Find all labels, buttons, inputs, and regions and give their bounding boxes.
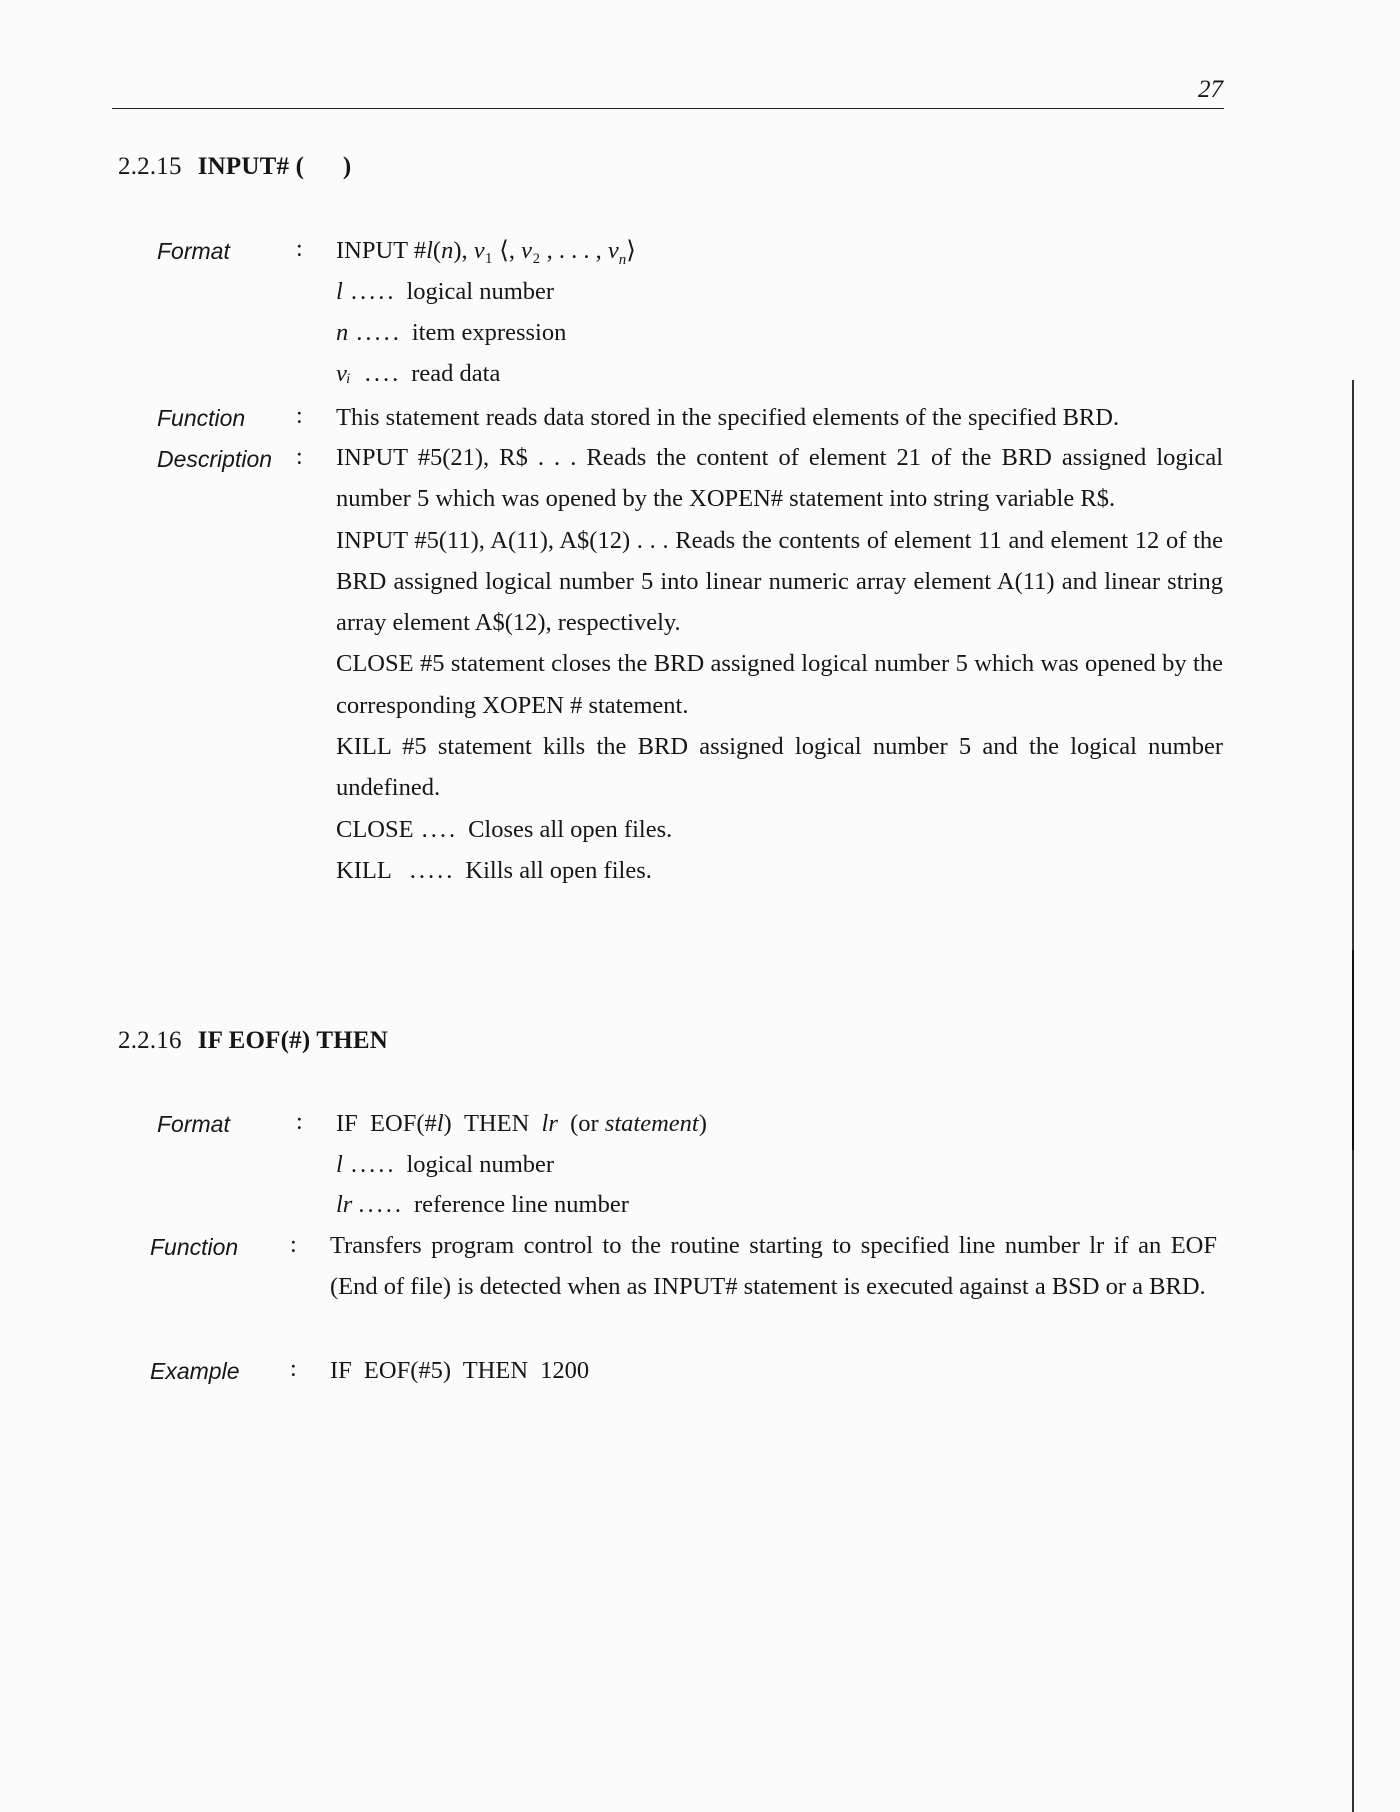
param-row: lr ..... reference line number xyxy=(336,1191,629,1218)
function-text: Transfers program control to the routine starting to specified line number lr if an EOF (End of file) is detected when as INPUT# statement is executed against a BSD or a BRD. xyxy=(330,1232,1217,1301)
section-number: 2.2.15 xyxy=(118,153,182,180)
param-symbol: lr xyxy=(336,1191,353,1218)
param-desc: item expression xyxy=(411,319,567,346)
param-symbol: vᵢ xyxy=(336,360,351,387)
description-paragraph: INPUT #5(11), A(11), A$(12) . . . Reads the contents of element 11 and element 12 of the BRD assigned logical number 5 into linear numeric array element A(11) and linear string array element A$(12), respectively. xyxy=(336,526,1223,637)
param-desc: logical number xyxy=(406,1151,555,1178)
colon: : xyxy=(290,1356,297,1382)
param-desc: read data xyxy=(411,360,501,387)
command-name: CLOSE xyxy=(336,815,414,843)
format-syntax: INPUT #l(n), v₁ ⟨, v₂ , . . . , $v_n⟩$ xyxy=(336,237,636,268)
colon: : xyxy=(296,236,303,262)
colon: : xyxy=(296,403,303,429)
command-desc: Closes all open files. xyxy=(468,815,673,843)
format-label: Format xyxy=(157,238,230,264)
description-paragraph: KILL #5 statement kills the BRD assigned logical number 5 and the logical number undefined. xyxy=(336,733,1223,802)
page-edge xyxy=(1352,950,1354,1150)
section-title: IF EOF(#) THEN xyxy=(197,1027,389,1054)
command-row: KILL ..... Kills all open files. xyxy=(336,856,652,884)
description-paragraph: CLOSE #5 statement closes the BRD assigned logical number 5 which was opened by the corresponding XOPEN # statement. xyxy=(336,650,1223,719)
section-number: 2.2.16 xyxy=(118,1027,182,1054)
function-text: This statement reads data stored in the specified elements of the specified BRD. xyxy=(336,404,1120,431)
description-label: Description xyxy=(157,446,273,472)
description-block xyxy=(336,437,1223,891)
format-syntax: IF EOF(#l) THEN lr (or statement) xyxy=(336,1110,707,1137)
param-row: l ..... logical number xyxy=(336,1151,555,1178)
example-text: IF EOF(#5) THEN 1200 xyxy=(330,1357,590,1384)
description-paragraph: INPUT #5(21), R$ . . . Reads the content of element 21 of the BRD assigned logical number 5 which was opened by the XOPEN# statement into string variable R$. xyxy=(336,444,1223,513)
format-label: Format xyxy=(157,1111,230,1137)
command-name: KILL xyxy=(336,856,392,884)
param-row: vᵢ .... read data xyxy=(336,360,501,387)
param-symbol: l xyxy=(336,278,343,305)
colon: : xyxy=(290,1232,297,1258)
param-symbol: n xyxy=(336,319,349,346)
param-desc: reference line number xyxy=(413,1191,629,1218)
param-desc: logical number xyxy=(406,278,555,305)
section-title: INPUT# ( ) xyxy=(197,153,352,180)
section-heading xyxy=(118,1027,388,1055)
param-symbol: l xyxy=(336,1151,343,1178)
page-number: 27 xyxy=(1198,76,1223,103)
command-row: CLOSE .... Closes all open files. xyxy=(336,815,673,843)
example-label: Example xyxy=(150,1358,240,1384)
section-heading xyxy=(118,153,351,181)
param-row: n ..... item expression xyxy=(336,319,567,346)
function-label: Function xyxy=(157,405,246,431)
header-rule xyxy=(112,108,1224,109)
command-desc: Kills all open files. xyxy=(465,856,652,884)
param-row: l ..... logical number xyxy=(336,278,555,305)
colon: : xyxy=(296,444,303,470)
colon: : xyxy=(296,1109,303,1135)
function-label: Function xyxy=(150,1234,239,1260)
